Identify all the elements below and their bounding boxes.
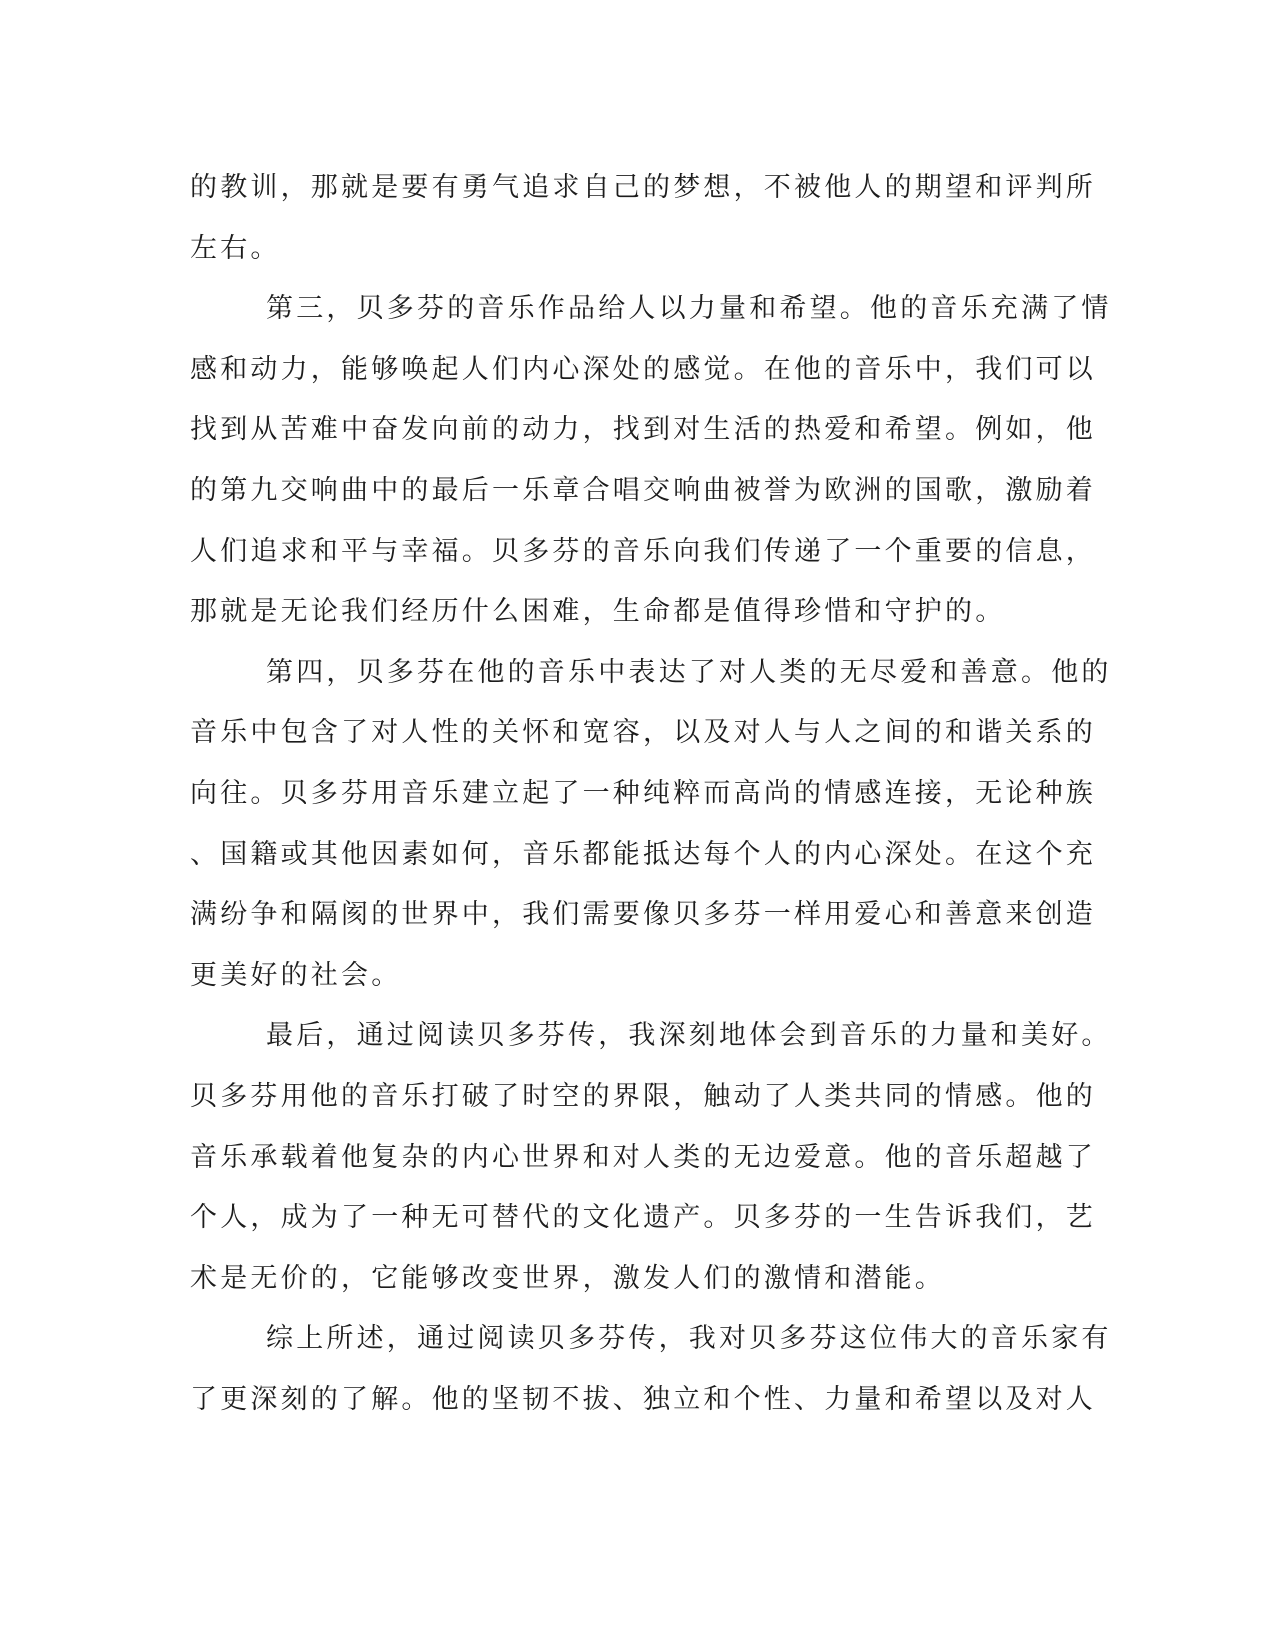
text-line: 贝多芬用他的音乐打破了时空的界限，触动了人类共同的情感。他的	[190, 1080, 1096, 1112]
text-line: 、国籍或其他因素如何，音乐都能抵达每个人的内心深处。在这个充	[190, 838, 1096, 870]
document-body	[190, 158, 1112, 1430]
text-line: 左右。	[190, 232, 281, 264]
text-line: 更美好的社会。	[190, 959, 402, 991]
text-line: 满纷争和隔阂的世界中，我们需要像贝多芬一样用爱心和善意来创造	[190, 899, 1096, 931]
paragraph-first-line: 最后，通过阅读贝多芬传，我深刻地体会到音乐的力量和美好。	[266, 1020, 1112, 1052]
text-line: 向往。贝多芬用音乐建立起了一种纯粹而高尚的情感连接，无论种族	[190, 777, 1096, 809]
text-line: 了更深刻的了解。他的坚韧不拔、独立和个性、力量和希望以及对人	[190, 1383, 1096, 1415]
paragraph-first-line: 第三，贝多芬的音乐作品给人以力量和希望。他的音乐充满了情	[266, 293, 1112, 325]
text-line: 音乐承载着他复杂的内心世界和对人类的无边爱意。他的音乐超越了	[190, 1141, 1096, 1173]
text-line: 人们追求和平与幸福。贝多芬的音乐向我们传递了一个重要的信息，	[190, 535, 1096, 567]
text-line: 找到从苦难中奋发向前的动力，找到对生活的热爱和希望。例如，他	[190, 414, 1096, 446]
text-line: 音乐中包含了对人性的关怀和宽容，以及对人与人之间的和谐关系的	[190, 717, 1096, 749]
text-line: 的教训，那就是要有勇气追求自己的梦想，不被他人的期望和评判所	[190, 172, 1096, 203]
text-line: 的第九交响曲中的最后一乐章合唱交响曲被誉为欧洲的国歌，激励着	[190, 474, 1096, 506]
text-line: 术是无价的，它能够改变世界，激发人们的激情和潜能。	[190, 1262, 945, 1294]
text-line: 个人，成为了一种无可替代的文化遗产。贝多芬的一生告诉我们，艺	[190, 1202, 1096, 1234]
paragraph-first-line: 第四，贝多芬在他的音乐中表达了对人类的无尽爱和善意。他的	[266, 656, 1112, 688]
text-line: 感和动力，能够唤起人们内心深处的感觉。在他的音乐中，我们可以	[190, 353, 1096, 385]
text-line: 那就是无论我们经历什么困难，生命都是值得珍惜和守护的。	[190, 596, 1006, 628]
paragraph-first-line: 综上所述，通过阅读贝多芬传，我对贝多芬这位伟大的音乐家有	[266, 1323, 1112, 1355]
